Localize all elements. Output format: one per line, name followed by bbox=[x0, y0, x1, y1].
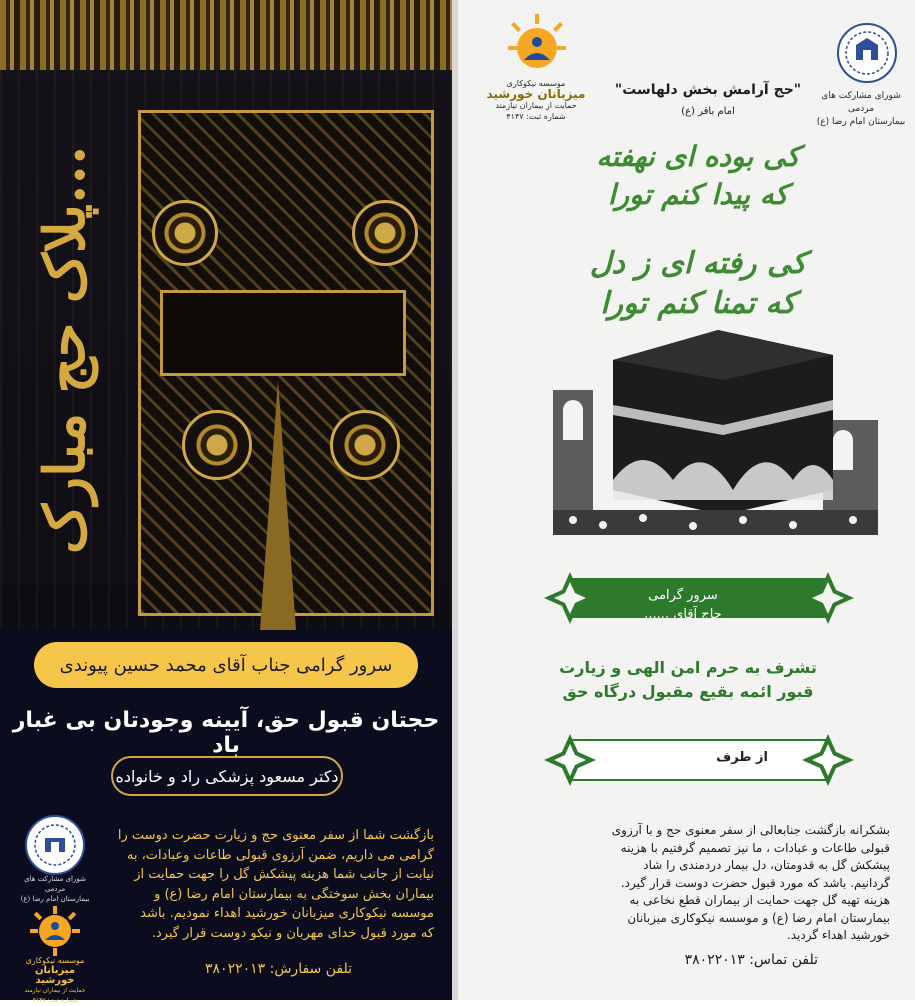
council-logo-icon bbox=[24, 814, 86, 876]
medallion-icon bbox=[352, 200, 418, 266]
door-spire bbox=[260, 380, 296, 630]
council-logo-icon bbox=[836, 22, 898, 84]
council-logo-text: شورای مشارکت های مردمی بیمارستان امام رضا (ع) bbox=[816, 91, 906, 127]
right-body-text: بشکرانه بازگشت جنابعالی از سفر معنوی حج و با آرزوی قبولی طاعات و عبادات ، ما نیز تصمیم گرفتیم با هزینه پیشکش گل به قدومتان، دل بیمار دردمندی را شاد گردانیم. باشد که مورد قبول حضرت دوست قرار گیرد. هزینه تهیه گل جهت حمایت از بیماران قطع نخاعی به بیمارستان امام رضا (ع) و موسسه نیکوکاری میزبانان خورشید اهداء گردید. bbox=[611, 823, 890, 942]
hajj-quote: "حج آرامش بخش دلهاست" bbox=[614, 82, 802, 98]
poem-line-1: کی بوده ای نهفته bbox=[596, 140, 800, 173]
from-label: از طرف bbox=[716, 750, 768, 765]
council-logo-text: شورای مشارکت های مردمی بیمارستان امام رضا (ع) bbox=[20, 875, 90, 903]
recipient-pill: سرور گرامی جناب آقای محمد حسین پیوندی bbox=[34, 642, 418, 688]
quote-source: امام باقر (ع) bbox=[681, 106, 735, 117]
medallion-icon bbox=[152, 200, 218, 266]
medallion-icon bbox=[330, 410, 400, 480]
right-phone: تلفن تماس: ۳۸۰۲۲۰۱۳ bbox=[684, 952, 818, 968]
headline: حجتان قبول حق، آیینه وجودتان بی غبار باد bbox=[12, 708, 440, 758]
right-card bbox=[458, 0, 915, 1000]
poem-line-4: که تمنا کنم تورا bbox=[600, 286, 796, 321]
sun-logo-text: موسسه نیکوکاری میزبانان خورشید حمایت از بیماران نیازمند شماره ثبت: ۴۱۴۷ bbox=[24, 956, 86, 1004]
arrival-text: تشرف به حرم امن الهی و زیارت قبور ائمه بقیع مقبول درگاه حق bbox=[559, 658, 817, 701]
signature-pill: دکتر مسعود پزشکی راد و خانواده bbox=[111, 756, 343, 796]
left-phone: تلفن سفارش: ۳۸۰۲۲۰۱۳ bbox=[205, 961, 352, 977]
kiswah-top-band bbox=[0, 0, 452, 70]
left-body-text: بازگشت شما از سفر معنوی حج و زیارت حضرت دوست را گرامی می داریم، ضمن آرزوی قبولی طاعات وعبادات، به نیابت از جانب شما هزینه پیشکش گل را جهت حمایت از بیماران بخش سوختگی به بیمارستان امام رضا (ع) و موسسه نیکوکاری میزبانان خورشید اهداء نمودیم. باشد که مورد قبول خدای مهربان و نیکو دوست قرار گیرد. bbox=[117, 828, 434, 941]
vertical-calligraphy: پلاک حج مبارک... bbox=[32, 145, 98, 555]
poem-line-3: کی رفته ای ز دل bbox=[589, 246, 807, 281]
kiswah-inscription-panel bbox=[160, 290, 406, 376]
kaaba-illustration bbox=[553, 330, 878, 535]
sun-logo-text: موسسه نیکوکاری میزبانان خورشید حمایت از بیماران نیازمند شماره ثبت: ۴۱۴۷ bbox=[486, 79, 586, 121]
kiswah-image bbox=[0, 0, 452, 628]
sun-logo-icon bbox=[498, 12, 576, 82]
banner-recipient-text: سرور گرامی حاج آقای ...... bbox=[644, 588, 722, 622]
left-card bbox=[0, 0, 452, 1004]
poem-line-2: که پیدا کنم تورا bbox=[607, 178, 789, 211]
sun-logo-icon bbox=[28, 904, 82, 958]
medallion-icon bbox=[182, 410, 252, 480]
